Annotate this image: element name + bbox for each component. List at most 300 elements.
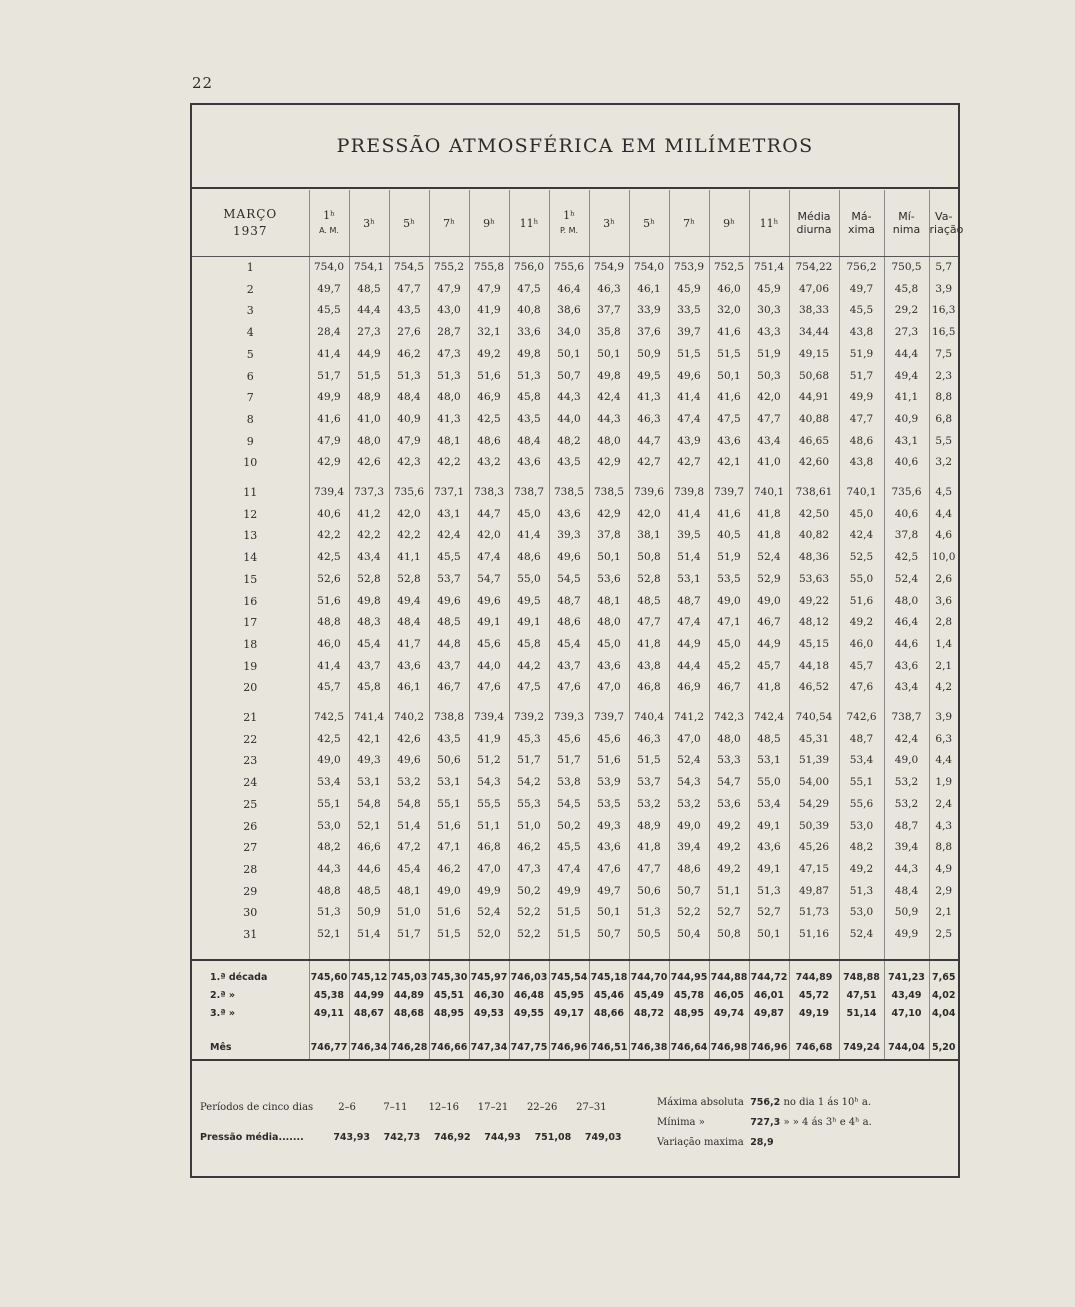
period-mean: 743,93: [333, 1132, 370, 1143]
value-cell: 33,6: [509, 322, 549, 344]
max-abs-value: 756,2: [750, 1097, 781, 1108]
value-cell: 48,4: [509, 431, 549, 453]
value-cell: 50,3: [749, 366, 789, 388]
table-row: [192, 750, 958, 772]
value-cell: 45,8: [884, 279, 929, 301]
decade-gap: [192, 699, 958, 707]
summary-value: 4,04: [929, 1005, 958, 1023]
value-cell: 45,31: [789, 729, 839, 751]
value-cell: 52,4: [884, 569, 929, 591]
summary-value: 45,95: [549, 987, 589, 1005]
value-cell: 49,2: [709, 859, 749, 881]
value-cell: 6,3: [929, 729, 958, 751]
value-cell: 2,8: [929, 612, 958, 634]
month-row-label: Mês: [192, 1037, 309, 1060]
value-cell: 735,6: [389, 482, 429, 504]
value-cell: 53,1: [349, 772, 389, 794]
value-cell: 4,4: [929, 750, 958, 772]
value-cell: 2,4: [929, 794, 958, 816]
value-cell: 48,2: [839, 837, 884, 859]
value-cell: 742,6: [839, 707, 884, 729]
summary-value: 4,02: [929, 987, 958, 1005]
gap-cell: [469, 1023, 509, 1037]
value-cell: 44,7: [629, 431, 669, 453]
month-value: 747,75: [509, 1037, 549, 1060]
value-cell: 7,5: [929, 344, 958, 366]
summary-value: 741,23: [884, 969, 929, 987]
value-cell: 51,7: [309, 366, 349, 388]
table-row: [192, 504, 958, 526]
value-cell: 48,7: [549, 591, 589, 613]
value-cell: 52,1: [349, 816, 389, 838]
value-cell: 43,5: [509, 409, 549, 431]
month-value: 746,98: [709, 1037, 749, 1060]
day-cell: 22: [243, 732, 258, 746]
value-cell: 38,6: [549, 300, 589, 322]
gap-cell: [669, 946, 709, 960]
table-row: [192, 344, 958, 366]
gap-cell: [789, 474, 839, 482]
value-cell: 55,5: [469, 794, 509, 816]
value-cell: 740,54: [789, 707, 839, 729]
value-cell: 44,4: [884, 344, 929, 366]
value-cell: 46,8: [629, 677, 669, 699]
value-cell: 50,5: [629, 924, 669, 946]
value-cell: 44,9: [749, 634, 789, 656]
table-row: [192, 729, 958, 751]
min-abs-value: 727,3: [750, 1117, 781, 1128]
value-cell: 48,8: [309, 881, 349, 903]
gap-cell: [629, 1023, 669, 1037]
value-cell: 41,4: [669, 504, 709, 526]
summary-value: 745,12: [349, 969, 389, 987]
value-cell: 41,6: [709, 387, 749, 409]
gap-cell: [469, 946, 509, 960]
value-cell: 49,3: [589, 816, 629, 838]
table-row: [192, 656, 958, 678]
value-cell: 41,3: [629, 387, 669, 409]
month-value: 746,64: [669, 1037, 709, 1060]
value-cell: 44,4: [349, 300, 389, 322]
day-cell: 28: [243, 862, 258, 876]
value-cell: 41,0: [349, 409, 389, 431]
value-cell: 44,9: [349, 344, 389, 366]
table-row: [192, 794, 958, 816]
gap-cell: [509, 1023, 549, 1037]
value-cell: 52,0: [469, 924, 509, 946]
gap-cell: [884, 699, 929, 707]
value-cell: 45,9: [669, 279, 709, 301]
day-cell: 1: [246, 261, 254, 274]
value-cell: 47,7: [389, 279, 429, 301]
gap-cell: [389, 699, 429, 707]
table-row: [192, 300, 958, 322]
value-cell: 754,1: [349, 257, 389, 279]
gap-cell: [309, 474, 349, 482]
period-range: 2–6: [338, 1102, 356, 1113]
value-cell: 54,8: [349, 794, 389, 816]
value-cell: 41,7: [389, 634, 429, 656]
gap-cell: [429, 946, 469, 960]
value-cell: 42,4: [839, 525, 884, 547]
value-cell: 40,5: [709, 525, 749, 547]
day-cell: 10: [243, 456, 258, 470]
value-cell: 37,8: [884, 525, 929, 547]
value-cell: 754,5: [389, 257, 429, 279]
table-row: [192, 707, 958, 729]
value-cell: 49,7: [309, 279, 349, 301]
value-cell: 46,7: [709, 677, 749, 699]
value-cell: 30,3: [749, 300, 789, 322]
value-cell: 737,3: [349, 482, 389, 504]
value-cell: 47,0: [469, 859, 509, 881]
value-cell: 43,4: [349, 547, 389, 569]
value-cell: 43,6: [884, 656, 929, 678]
value-cell: 2,3: [929, 366, 958, 388]
gap-cell: [709, 1023, 749, 1037]
value-cell: 741,4: [349, 707, 389, 729]
value-cell: 32,0: [709, 300, 749, 322]
value-cell: 48,4: [389, 387, 429, 409]
value-cell: 51,6: [429, 902, 469, 924]
hour-header: 3ʰ: [349, 190, 389, 257]
value-cell: 45,8: [349, 677, 389, 699]
summary-value: 45,78: [669, 987, 709, 1005]
gap-cell: [389, 946, 429, 960]
value-cell: 49,1: [509, 612, 549, 634]
value-cell: 49,22: [789, 591, 839, 613]
value-cell: 42,60: [789, 452, 839, 474]
value-cell: 41,4: [309, 656, 349, 678]
value-cell: 46,52: [789, 677, 839, 699]
value-cell: 47,9: [469, 279, 509, 301]
value-cell: 49,0: [429, 881, 469, 903]
value-cell: 47,4: [549, 859, 589, 881]
value-cell: 38,1: [629, 525, 669, 547]
value-cell: 45,0: [839, 504, 884, 526]
value-cell: 55,1: [309, 794, 349, 816]
value-cell: 53,6: [709, 794, 749, 816]
summary-value: 49,74: [709, 1005, 749, 1023]
gap-cell: [884, 474, 929, 482]
day-cell: 14: [243, 551, 258, 565]
summary-value: 748,88: [839, 969, 884, 987]
value-cell: 41,8: [749, 677, 789, 699]
gap-cell: [349, 699, 389, 707]
value-cell: 47,9: [429, 279, 469, 301]
value-cell: 55,0: [839, 569, 884, 591]
value-cell: 46,3: [629, 409, 669, 431]
value-cell: 49,9: [884, 924, 929, 946]
value-cell: 52,8: [349, 569, 389, 591]
value-cell: 48,6: [839, 431, 884, 453]
value-cell: 45,7: [839, 656, 884, 678]
value-cell: 10,0: [929, 547, 958, 569]
value-cell: 54,00: [789, 772, 839, 794]
gap-cell: [389, 960, 429, 969]
value-cell: 53,9: [589, 772, 629, 794]
value-cell: 50,1: [749, 924, 789, 946]
gap-cell: [469, 474, 509, 482]
day-cell: 11: [243, 486, 258, 500]
value-cell: 47,0: [589, 677, 629, 699]
day-cell: 27: [243, 841, 258, 855]
value-cell: 45,15: [789, 634, 839, 656]
day-cell: 7: [246, 391, 254, 405]
value-cell: 53,2: [884, 772, 929, 794]
gap-cell: [589, 960, 629, 969]
gap-cell: [509, 960, 549, 969]
value-cell: 42,2: [429, 452, 469, 474]
value-cell: 754,0: [629, 257, 669, 279]
value-cell: 46,2: [429, 859, 469, 881]
value-cell: 51,9: [709, 547, 749, 569]
table-row: [192, 902, 958, 924]
value-cell: 16,3: [929, 300, 958, 322]
value-cell: 755,8: [469, 257, 509, 279]
value-cell: 48,5: [349, 279, 389, 301]
gap-cell: [349, 960, 389, 969]
gap-cell: [929, 474, 958, 482]
value-cell: 48,9: [629, 816, 669, 838]
value-cell: 42,9: [589, 452, 629, 474]
value-cell: 45,6: [549, 729, 589, 751]
value-cell: 42,4: [884, 729, 929, 751]
value-cell: 46,4: [549, 279, 589, 301]
value-cell: 48,8: [309, 612, 349, 634]
value-cell: 53,3: [709, 750, 749, 772]
value-cell: 51,9: [839, 344, 884, 366]
value-cell: 41,4: [509, 525, 549, 547]
value-cell: 52,4: [669, 750, 709, 772]
value-cell: 47,7: [749, 409, 789, 431]
value-cell: 50,7: [549, 366, 589, 388]
table-row: [192, 837, 958, 859]
summary-value: 744,89: [789, 969, 839, 987]
summary-row: [192, 1005, 958, 1023]
value-cell: 48,0: [349, 431, 389, 453]
value-cell: 45,4: [389, 859, 429, 881]
value-cell: 34,0: [549, 322, 589, 344]
value-cell: 52,8: [629, 569, 669, 591]
value-cell: 40,6: [309, 504, 349, 526]
value-cell: 47,9: [309, 431, 349, 453]
gap-cell: [192, 946, 309, 960]
table-row: [192, 816, 958, 838]
value-cell: 48,4: [884, 881, 929, 903]
value-cell: 42,50: [789, 504, 839, 526]
value-cell: 41,4: [669, 387, 709, 409]
value-cell: 50,6: [429, 750, 469, 772]
month-value: 746,51: [589, 1037, 629, 1060]
value-cell: 8,8: [929, 837, 958, 859]
spacer-row: [192, 960, 958, 969]
gap-cell: [589, 699, 629, 707]
value-cell: 47,6: [839, 677, 884, 699]
value-cell: 53,2: [389, 772, 429, 794]
value-cell: 49,6: [549, 547, 589, 569]
day-cell: 26: [243, 819, 258, 833]
period-mean: 742,73: [383, 1132, 421, 1143]
value-cell: 51,4: [349, 924, 389, 946]
value-cell: 52,2: [669, 902, 709, 924]
value-cell: 756,0: [509, 257, 549, 279]
value-cell: 51,3: [749, 881, 789, 903]
value-cell: 41,8: [629, 634, 669, 656]
value-cell: 45,9: [749, 279, 789, 301]
period-mean: 744,93: [484, 1132, 521, 1143]
summary-label: 2.ª »: [210, 989, 236, 1001]
value-cell: 51,5: [669, 344, 709, 366]
value-cell: 49,0: [884, 750, 929, 772]
value-cell: 51,7: [509, 750, 549, 772]
value-cell: 53,5: [709, 569, 749, 591]
value-cell: 16,5: [929, 322, 958, 344]
value-cell: 49,2: [709, 837, 749, 859]
value-cell: 52,4: [839, 924, 884, 946]
value-cell: 50,1: [709, 366, 749, 388]
value-cell: 50,7: [669, 881, 709, 903]
value-cell: 48,7: [839, 729, 884, 751]
value-cell: 42,5: [309, 729, 349, 751]
summary-value: 49,17: [549, 1005, 589, 1023]
gap-cell: [549, 960, 589, 969]
gap-cell: [509, 699, 549, 707]
value-cell: 52,4: [469, 902, 509, 924]
gap-cell: [349, 946, 389, 960]
day-cell: 18: [243, 637, 258, 651]
gap-cell: [469, 960, 509, 969]
var-max-value: 28,9: [750, 1137, 774, 1148]
period-range: 27–31: [576, 1102, 607, 1113]
summary-value: 46,48: [509, 987, 549, 1005]
gap-cell: [884, 960, 929, 969]
value-cell: 47,06: [789, 279, 839, 301]
value-cell: 738,8: [429, 707, 469, 729]
summary-value: 49,19: [789, 1005, 839, 1023]
value-cell: 42,4: [589, 387, 629, 409]
value-cell: 41,1: [389, 547, 429, 569]
day-cell: 2: [246, 282, 254, 296]
value-cell: 43,7: [429, 656, 469, 678]
value-cell: 54,2: [509, 772, 549, 794]
value-cell: 3,9: [929, 707, 958, 729]
value-cell: 48,5: [749, 729, 789, 751]
value-cell: 52,9: [749, 569, 789, 591]
summary-value: 746,03: [509, 969, 549, 987]
value-cell: 45,8: [509, 634, 549, 656]
period-mean: 746,92: [433, 1132, 471, 1143]
value-cell: 48,3: [349, 612, 389, 634]
value-cell: 33,5: [669, 300, 709, 322]
hour-header: 7ʰ: [669, 190, 709, 257]
media-header: Média diurna: [789, 190, 839, 257]
value-cell: 41,0: [749, 452, 789, 474]
gap-cell: [884, 946, 929, 960]
maxima-header: Má- xima: [839, 190, 884, 257]
value-cell: 47,7: [629, 612, 669, 634]
gap-cell: [709, 960, 749, 969]
gap-cell: [629, 960, 669, 969]
value-cell: 50,1: [589, 344, 629, 366]
value-cell: 49,0: [309, 750, 349, 772]
variacao-header: Va- riação: [929, 190, 958, 257]
summary-value: 744,70: [629, 969, 669, 987]
value-cell: 50,9: [629, 344, 669, 366]
period-range: 17–21: [477, 1102, 509, 1113]
value-cell: 48,0: [589, 431, 629, 453]
periods-label: Períodos de cinco dias: [200, 1102, 314, 1113]
table-row: [192, 482, 958, 504]
value-cell: 46,65: [789, 431, 839, 453]
value-cell: 48,0: [429, 387, 469, 409]
value-cell: 754,9: [589, 257, 629, 279]
value-cell: 42,2: [349, 525, 389, 547]
value-cell: 43,4: [884, 677, 929, 699]
value-cell: 49,4: [389, 591, 429, 613]
month-value: 5,20: [929, 1037, 958, 1060]
value-cell: 42,1: [349, 729, 389, 751]
day-cell: 17: [243, 616, 258, 630]
value-cell: 740,1: [749, 482, 789, 504]
value-cell: 43,3: [749, 322, 789, 344]
value-cell: 39,4: [884, 837, 929, 859]
value-cell: 41,3: [429, 409, 469, 431]
gap-cell: [629, 946, 669, 960]
value-cell: 44,9: [669, 634, 709, 656]
table-row: [192, 612, 958, 634]
value-cell: 53,2: [669, 794, 709, 816]
value-cell: 51,2: [469, 750, 509, 772]
gap-cell: [669, 474, 709, 482]
gap-cell: [549, 946, 589, 960]
value-cell: 1,9: [929, 772, 958, 794]
value-cell: 51,3: [309, 902, 349, 924]
table-row: [192, 881, 958, 903]
value-cell: 41,6: [309, 409, 349, 431]
value-cell: 5,5: [929, 431, 958, 453]
value-cell: 740,4: [629, 707, 669, 729]
value-cell: 43,6: [749, 837, 789, 859]
value-cell: 47,1: [709, 612, 749, 634]
value-cell: 46,2: [509, 837, 549, 859]
value-cell: 45,6: [469, 634, 509, 656]
value-cell: 55,3: [509, 794, 549, 816]
value-cell: 755,2: [429, 257, 469, 279]
value-cell: 46,6: [349, 837, 389, 859]
value-cell: 48,7: [669, 591, 709, 613]
min-abs-label: Mínima »: [657, 1117, 705, 1128]
value-cell: 41,6: [709, 504, 749, 526]
value-cell: 50,68: [789, 366, 839, 388]
value-cell: 47,4: [669, 409, 709, 431]
value-cell: 41,9: [469, 300, 509, 322]
value-cell: 52,8: [389, 569, 429, 591]
value-cell: 739,3: [549, 707, 589, 729]
table-row: [192, 677, 958, 699]
value-cell: 45,4: [549, 634, 589, 656]
value-cell: 47,3: [429, 344, 469, 366]
day-cell: 15: [243, 572, 258, 586]
value-cell: 49,1: [469, 612, 509, 634]
value-cell: 48,36: [789, 547, 839, 569]
value-cell: 42,1: [709, 452, 749, 474]
day-cell: 25: [243, 797, 258, 811]
value-cell: 40,9: [884, 409, 929, 431]
gap-cell: [549, 1023, 589, 1037]
summary-value: 49,11: [309, 1005, 349, 1023]
value-cell: 2,9: [929, 881, 958, 903]
